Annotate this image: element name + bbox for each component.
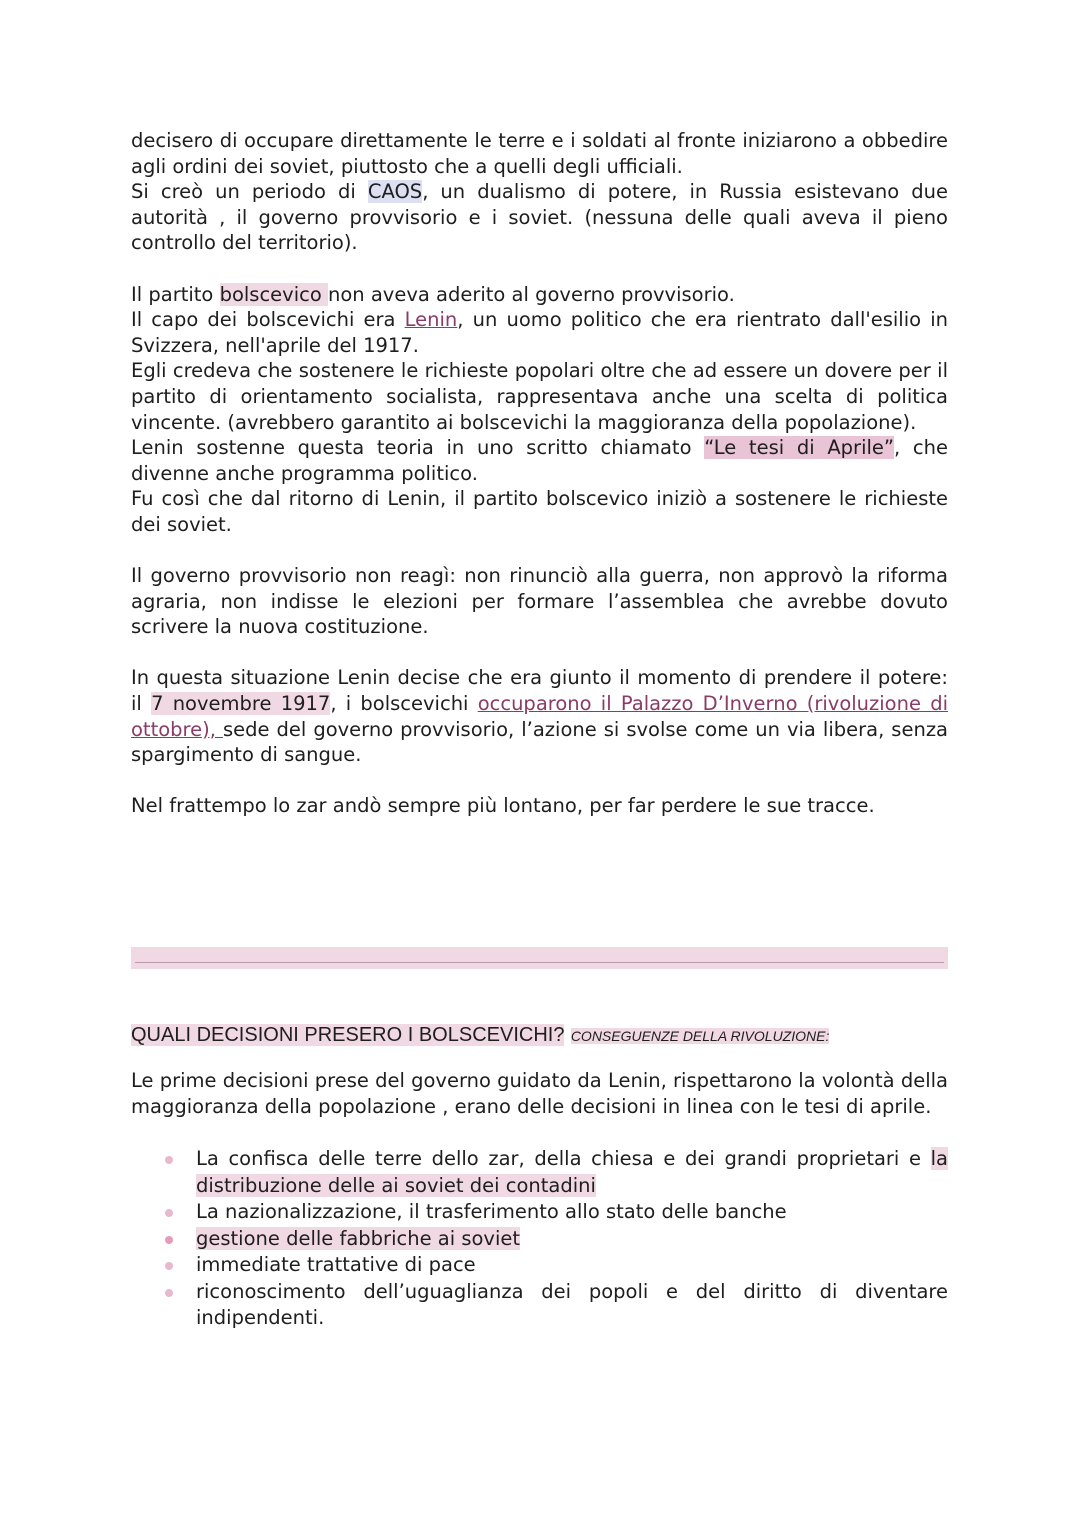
lenin-link[interactable]: Lenin [404, 308, 458, 332]
paragraph-decisioni: Le prime decisioni prese del governo guidato da Lenin, rispettarono la volontà della maggioranza della popolazione , erano delle decisioni in linea con le tesi di aprile. [131, 1069, 948, 1118]
paragraph-bolscevichi [131, 282, 948, 538]
text: Egli credeva che sostenere le richieste popolari oltre che ad essere un dovere per il partito di orientamento socialista, rappresentava anche una scelta di politica vincente. (avrebbero garantito ai bolscevichi la maggioranza della popolazione). [131, 359, 948, 434]
document-body [131, 128, 948, 819]
heading-title: QUALI DECISIONI PRESERO I BOLSCEVICHI? [131, 1024, 565, 1046]
text: , un dualismo di potere, in Russia esistevano due autorità , il governo provvisorio e i soviet. (nessuna delle quali aveva il pieno controllo del territorio). [131, 180, 949, 255]
decisions-list [131, 1146, 948, 1332]
section-divider [131, 947, 948, 969]
item-highlight: la distribuzione delle ai soviet dei contadini [196, 1147, 948, 1197]
list-item [131, 1226, 948, 1253]
item-highlight: gestione delle fabbriche ai soviet [196, 1226, 521, 1250]
text: , che divenne anche programma politico. [131, 436, 948, 485]
text: , un uomo politico che era rientrato dall'esilio in Svizzera, nell'aprile del 1917. [131, 308, 948, 357]
bullet-icon [165, 1156, 173, 1164]
section-heading [131, 1021, 829, 1049]
list-item [131, 1279, 948, 1332]
bullet-icon [165, 1262, 173, 1270]
bullet-icon [165, 1289, 173, 1297]
bullet-icon [165, 1236, 173, 1244]
paragraph-governo: Il governo provvisorio non reagì: non rinunciò alla guerra, non approvò la riforma agraria, non indisse le elezioni per formare l’assemblea che avrebbe dovuto scrivere la nuova costituzione. [131, 564, 948, 639]
text: sede del governo provvisorio, l’azione si svolse come un via libera, senza spargimento di sangue. [131, 717, 949, 767]
text: , i bolscevichi [330, 692, 478, 716]
highlight-tesi-aprile: “Le tesi di Aprile” [704, 436, 895, 460]
paragraph-rivoluzione [131, 665, 948, 767]
text: non aveva aderito al governo provvisorio. [327, 282, 735, 306]
text: Lenin sostenne questa teoria in uno scritto chiamato [131, 436, 705, 460]
text: In questa situazione Lenin decise che era giunto il momento di prendere il potere: il [131, 666, 948, 716]
highlight-date: 7 novembre 1917 [151, 692, 331, 716]
paragraph-zar: Nel frattempo lo zar andò sempre più lontano, per far perdere le sue tracce. [131, 794, 875, 818]
item-text: immediate trattative di pace [196, 1253, 476, 1277]
list-item [131, 1146, 948, 1199]
list-item [131, 1199, 948, 1226]
list-item [131, 1252, 948, 1279]
highlight-bolscevico: bolscevico [219, 282, 328, 306]
item-text: La confisca delle terre dello zar, della chiesa e dei grandi proprietari e [196, 1147, 931, 1171]
divider-line [135, 962, 944, 963]
highlight-caos: CAOS [367, 180, 423, 204]
text: decisero di occupare direttamente le terre e i soldati al fronte iniziarono a obbedire agli ordini dei soviet, piuttosto che a quelli degli ufficiali. [131, 129, 948, 178]
text: Il partito [131, 282, 220, 306]
paragraph-caos [131, 128, 948, 256]
heading-subtitle: CONSEGUENZE DELLA RIVOLUZIONE: [570, 1028, 830, 1044]
text: Il capo dei bolscevichi era [131, 308, 405, 332]
bullet-icon [165, 1209, 173, 1217]
item-text: La nazionalizzazione, il trasferimento allo stato delle banche [196, 1200, 787, 1224]
item-text: riconoscimento dell’uguaglianza dei popoli e del diritto di diventare indipendenti. [196, 1279, 948, 1330]
text: Si creò un periodo di [131, 180, 368, 204]
decisions-section [131, 1068, 948, 1332]
text: Fu così che dal ritorno di Lenin, il partito bolscevico iniziò a sostenere le richieste dei soviet. [131, 487, 948, 536]
palazzo-link[interactable]: occuparono il Palazzo D’Inverno (rivoluzione di ottobre), [131, 692, 948, 741]
